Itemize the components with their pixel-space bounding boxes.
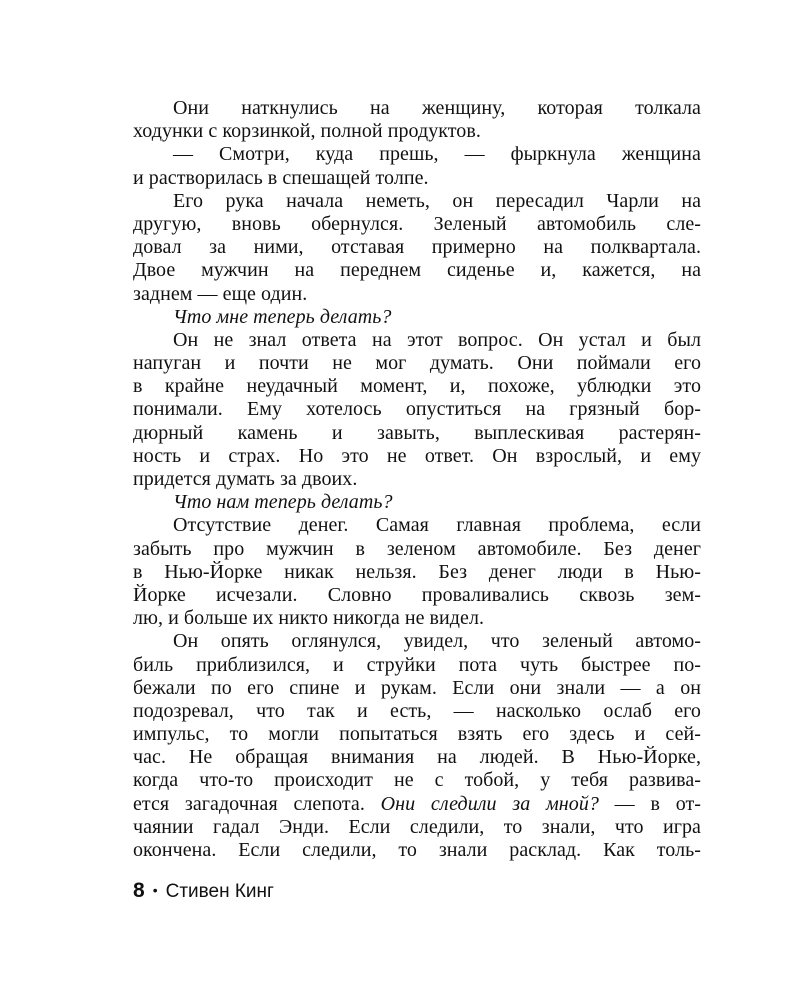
text-line: бежали по его спине и рукам. Если они знали — а он [133,676,701,699]
text-line: Двое мужчин на переднем сиденье и, кажется, на [133,259,701,282]
text-segment: — в от- [614,792,701,815]
text-line: в крайне неудачный момент, и, похоже, ублюдки это [133,375,701,398]
italic-thought-line: Что нам теперь делать? [173,491,393,514]
text-line: — Смотри, куда прешь, — фыркнула женщина [173,143,701,166]
text-line: дюрный камень и завыть, выплескивая растерян- [133,421,701,444]
text-line: подозревал, что так и есть, — насколько ослаб его [133,699,701,722]
text-line: импульс, то могли попытаться взять его здесь и сей- [133,723,701,746]
italic-thought-segment: Они следили за мной? [380,792,599,815]
text-line: Он опять оглянулся, увидел, что зеленый автомо- [173,630,701,653]
page-number: 8 [133,879,145,902]
text-line: напуган и почти не мог думать. Они поймали его [133,352,701,375]
text-line: заднем — еще один. [133,282,308,305]
text-line: Они наткнулись на женщину, которая толкала [173,97,701,119]
text-line: понимали. Ему хотелось опуститься на грязный бор- [133,398,701,421]
body-text [133,97,701,862]
text-line: Отсутствие денег. Самая главная проблема, если [173,514,701,537]
running-head-author: Стивен Кинг [165,881,274,902]
text-line: другую, вновь обернулся. Зеленый автомобиль сле- [133,212,701,235]
italic-thought-line: Что мне теперь делать? [173,305,392,328]
text-line: ность и страх. Но это не ответ. Он взрослый, и ему [133,444,701,467]
text-segment: ется загадочная слепота. [133,792,365,815]
text-line: довал за ними, отставая примерно на полквартала. [133,236,701,259]
text-line: лю, и больше их никто никогда не видел. [133,607,485,630]
text-line: и растворилась в спешащей толпе. [133,166,429,189]
text-line: чаянии гадал Энди. Если следили, то знали, что игра [133,815,701,838]
text-line: час. Не обращая внимания на людей. В Нью-Йорке, [133,746,701,769]
text-line: когда что-то происходит не с тобой, у тебя развива- [133,769,701,792]
page-footer [133,879,274,903]
text-line: Его рука начала неметь, он пересадил Чарли на [173,189,701,212]
bullet-separator: • [152,882,158,898]
text-line-mixed [133,793,701,816]
text-line: забыть про мужчин в зеленом автомобиле. Без денег [133,537,701,560]
text-line: в Нью-Йорке никак нельзя. Без денег люди в Нью- [133,560,701,583]
text-line: придется думать за двоих. [133,468,358,490]
text-line: Он не знал ответа на этот вопрос. Он устал и был [173,328,701,351]
text-line: Йорке исчезали. Словно проваливались сквозь зем- [133,583,701,606]
text-line: ходунки с корзинкой, полной продуктов. [133,120,481,143]
text-line: окончена. Если следили, то знали расклад. Как толь- [133,839,701,861]
text-line: биль приблизился, и струйки пота чуть быстрее по- [133,653,701,676]
